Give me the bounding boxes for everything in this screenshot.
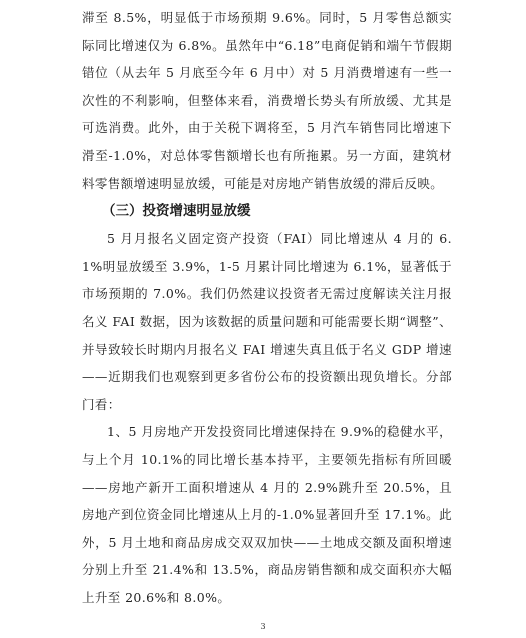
section-heading-investment: （三）投资增速明显放缓 xyxy=(102,203,251,220)
document-body xyxy=(82,4,452,611)
page-number: 3 xyxy=(260,622,266,631)
paragraph-consumption: 滞至 8.5%，明显低于市场预期 9.6%。同时，5 月零售总额实际同比增速仅为 6.8%。虽然年中“6.18”电商促销和端午节假期错位（从去年 5 月底至今年 6 月中）对 5 月消费增速有一些一次性的不利影响，但整体来看，消费增长势头有所放缓、尤其是可选消费。此外，由于关税下调将至，5 月汽车销售同比增速下滑至-1.0%，对总体零售额增长也有所拖累。另一方面，建筑材料零售额增速明显放缓，可能是对房地产销售放缓的滞后反映。 xyxy=(82,10,452,191)
paragraph-real-estate: 1、5 月房地产开发投资同比增速保持在 9.9%的稳健水平，与上个月 10.1%的同比增长基本持平，主要领先指标有所回暖——房地产新开工面积增速从 4 月的 2.9%跳升至 20.5%，且房地产到位资金同比增速从上月的-1.0%显著回升至 17.1%。此外，5 月土地和商品房成交双双加快——土地成交额及面积增速分别上升至 21.4%和 13.5%，商品房销售额和成交面积亦大幅上升至 20.6%和 8.0%。 xyxy=(82,424,452,605)
paragraph-investment: 5 月月报名义固定资产投资（FAI）同比增速从 4 月的 6.1%明显放缓至 3.9%，1-5 月累计同比增速为 6.1%，显著低于市场预期的 7.0%。我们仍然建议投资者无需过度解读关注月报名义 FAI 数据，因为该数据的质量问题和可能需要长期“调整”、并导致较长时期内月报名义 FAI 增速失真且低于名义 GDP 增速——近期我们也观察到更多省份公布的投资额出现负增长。分部门看： xyxy=(82,231,452,412)
